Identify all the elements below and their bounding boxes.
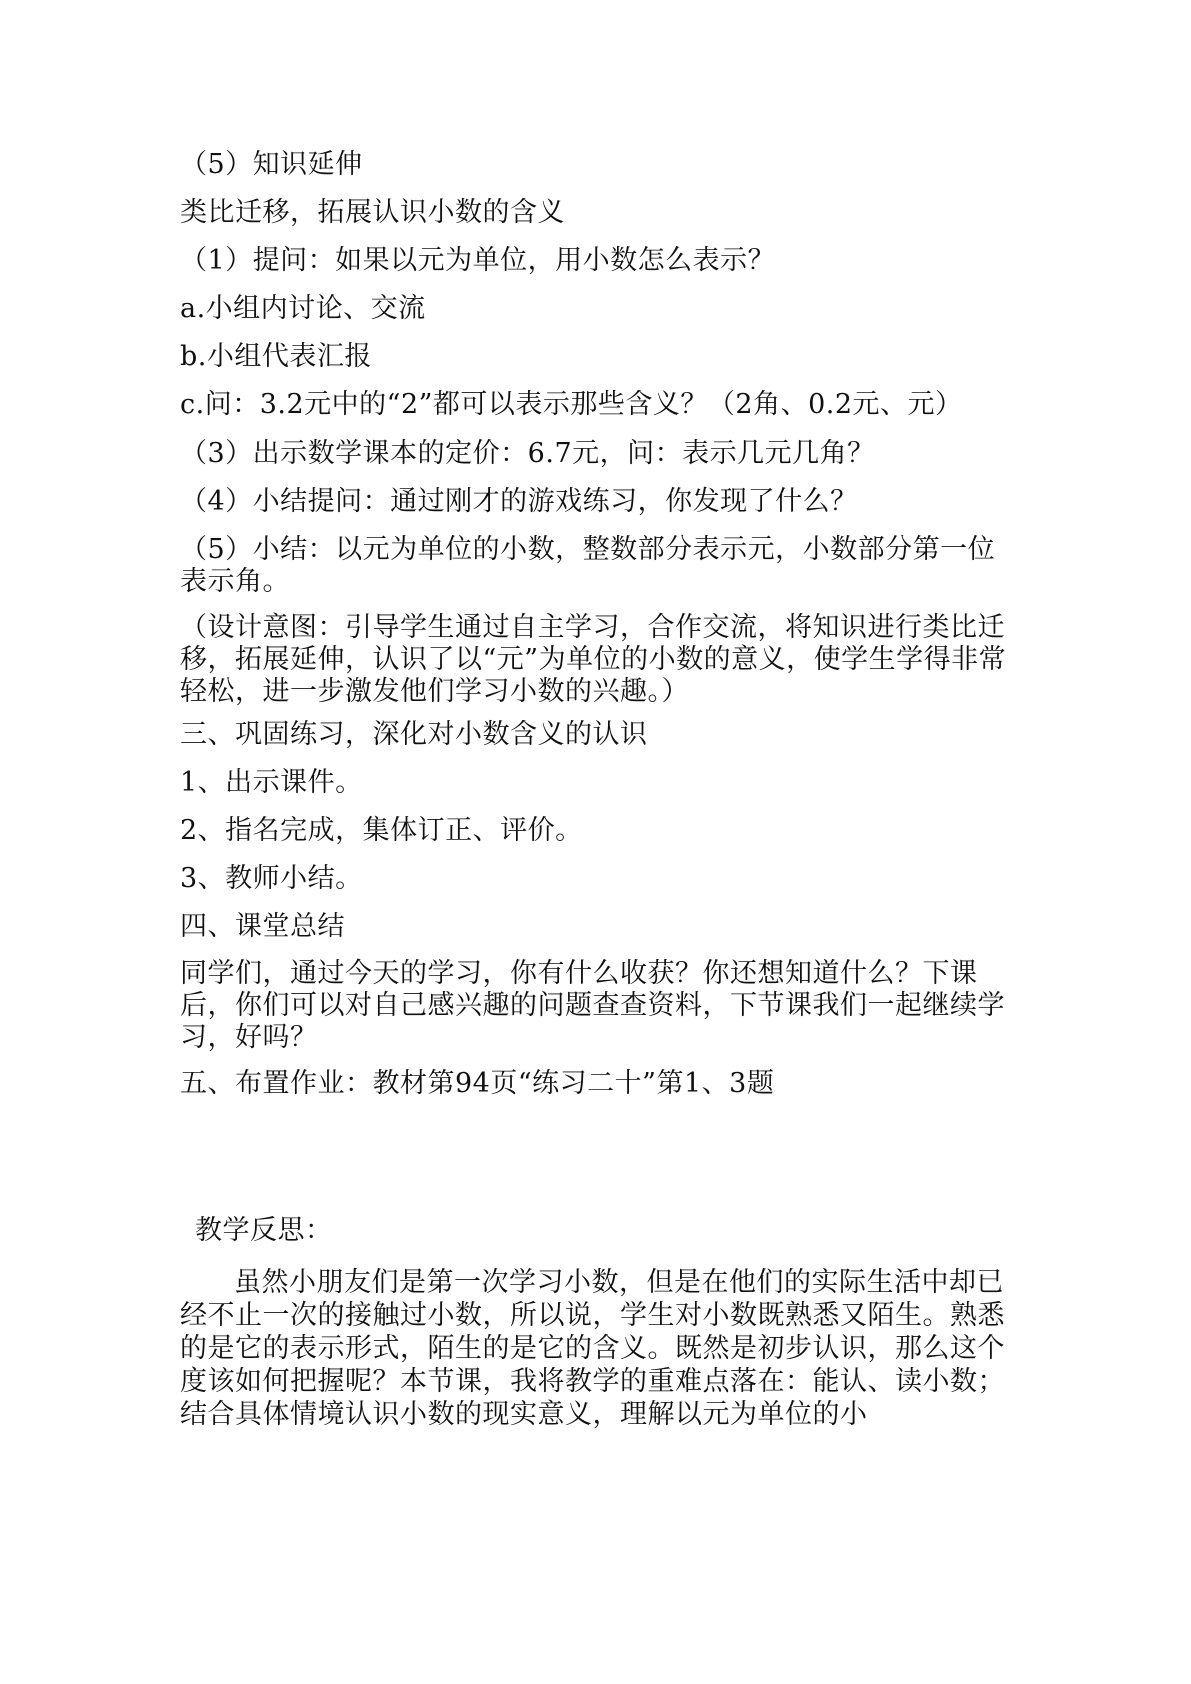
reflection-title: 教学反思： bbox=[195, 1215, 333, 1246]
heading-section-3: 三、巩固练习，深化对小数含义的认识 bbox=[180, 719, 648, 750]
reflection-body: 虽然小朋友们是第一次学习小数，但是在他们的实际生活中却已经不止一次的接触过小数，所以说，学生对小数既熟悉又陌生。熟悉的是它的表示形式，陌生的是它的含义。既然是初步认识，那么这个度该如何把握呢？本节课，我将教学的重难点落在：能认、读小数；结合具体情境认识小数的现实意义，理解以元为单位的小 bbox=[180, 1267, 1005, 1430]
heading-section-4: 四、课堂总结 bbox=[180, 911, 345, 942]
list-item-3: 3、教师小结。 bbox=[180, 863, 363, 894]
line-step-4: （4）小结提问：通过刚才的游戏练习，你发现了什么？ bbox=[180, 486, 858, 517]
paragraph-class-summary: 同学们，通过今天的学习，你有什么收获？你还想知道什么？下课后，你们可以对自己感兴趣的问题查查资料，下节课我们一起继续学习，好吗？ bbox=[180, 958, 1005, 1053]
line-item-a: a.小组内讨论、交流 bbox=[180, 293, 426, 324]
line-question-1: （1）提问：如果以元为单位，用小数怎么表示？ bbox=[180, 245, 776, 276]
paragraph-design-intent: （设计意图：引导学生通过自主学习，合作交流，将知识进行类比迁移，拓展延伸，认识了以“元”为单位的小数的意义，使学生学得非常轻松，进一步激发他们学习小数的兴趣。） bbox=[180, 612, 1007, 707]
heading-section-5-homework: 五、布置作业：教材第94页“练习二十”第1、3题 bbox=[180, 1068, 775, 1099]
line-item-c: c.问：3.2元中的“2”都可以表示那些含义？（2角、0.2元、元） bbox=[180, 389, 963, 420]
list-item-2: 2、指名完成，集体订正、评价。 bbox=[180, 815, 583, 846]
paragraph-step-5-summary: （5）小结：以元为单位的小数，整数部分表示元，小数部分第一位表示角。 bbox=[180, 534, 996, 597]
line-step-3: （3）出示数学课本的定价：6.7元，问：表示几元几角？ bbox=[180, 438, 875, 469]
list-item-1: 1、出示课件。 bbox=[180, 767, 363, 798]
line-item-b: b.小组代表汇报 bbox=[180, 341, 372, 372]
heading-knowledge-extension: （5）知识延伸 bbox=[180, 149, 363, 180]
line-analogy-transfer: 类比迁移，拓展认识小数的含义 bbox=[180, 197, 565, 228]
